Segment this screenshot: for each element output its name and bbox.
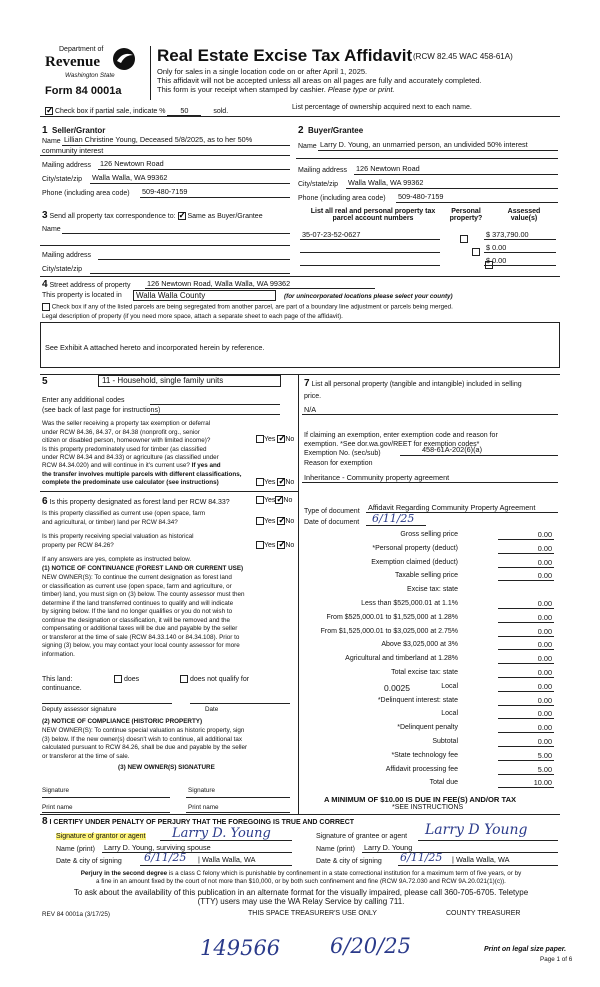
- sec3-name: Name: [42, 226, 61, 233]
- grantee-name-label: Name (print): [316, 846, 355, 853]
- forest-q: 6 Is this property designated as forest land per RCW 84.33?: [42, 496, 230, 507]
- notice-line: compensating or additional taxes will be due and payable by the seller: [42, 625, 238, 632]
- print-label-2: Print name: [188, 804, 219, 811]
- q3-no[interactable]: [275, 496, 283, 504]
- doc-type[interactable]: Affidavit Regarding Community Property Agreement: [368, 503, 536, 512]
- deputy-sig: Deputy assessor signature: [42, 706, 117, 713]
- notice-line: information.: [42, 650, 75, 658]
- tax-row-label: Total due: [429, 779, 458, 787]
- seller-address[interactable]: 126 Newtown Road: [100, 159, 164, 168]
- reason-label: Reason for exemption: [304, 460, 373, 467]
- doc-date-label: Date of document: [304, 519, 360, 526]
- exemption-no[interactable]: 458-61A-202(6)(a): [422, 445, 483, 454]
- form-number: Form 84 0001a: [45, 85, 122, 97]
- logo-revenue: Revenue: [45, 54, 100, 70]
- county-select[interactable]: Walla Walla County: [133, 290, 276, 301]
- tax-row-label: Exemption claimed (deduct): [371, 558, 458, 566]
- exemption-help: If claiming an exemption, enter exemption code and reason for exemption. *See dor.wa.gov/REET for exemption codes*: [304, 432, 498, 448]
- buyer-heading: 2 Buyer/Grantee: [298, 125, 364, 136]
- stamp-receipt-number: 149566: [200, 936, 281, 960]
- continuance-word: continuance.: [42, 685, 82, 692]
- does-not-checkbox[interactable]: [180, 675, 188, 683]
- buyer-addr-label: Mailing address: [298, 167, 348, 174]
- personal-property-checkbox[interactable]: [460, 235, 468, 243]
- tax-row-label: *Delinquent interest: state: [377, 696, 458, 704]
- assessed-value[interactable]: $ 0.00: [486, 256, 507, 265]
- notice-line: (3) below. If the new owner(s) doesn't wish to continue, all additional tax: [42, 735, 243, 743]
- tax-row-value[interactable]: 0.00: [537, 654, 552, 664]
- q2-no[interactable]: [277, 478, 285, 486]
- tax-row-value[interactable]: 0.00: [537, 640, 552, 650]
- form-title: Real Estate Excise Tax Affidavit: [157, 46, 413, 65]
- buyer-phone-label: Phone (including area code): [298, 195, 386, 202]
- legal-paper-note: Print on legal size paper.: [484, 946, 567, 953]
- current-use-yes-no: Yes ✓ No: [256, 517, 294, 525]
- q4-no[interactable]: [277, 517, 285, 525]
- street-row: 4 Street address of property: [42, 279, 131, 290]
- availability-notice: To ask about the availability of this publication in an alternate format for the visually impaired, please call 360-705-6705. Teletype (TTY) users may use the WA Relay Service by calling 711.: [73, 888, 529, 906]
- does-not-option: does not qualify for: [180, 675, 249, 683]
- additional-codes: Enter any additional codes: [42, 397, 125, 404]
- sec3-row: 3 Send all property tax correspondence to: ✓ Same as Buyer/Grantee: [42, 210, 263, 221]
- grantee-signature[interactable]: Larry D Young: [425, 822, 528, 838]
- tax-row-label: From $525,000.01 to $1,525,000 at 1.28%: [326, 613, 458, 621]
- personal-property-value[interactable]: N/A: [304, 405, 317, 414]
- notice-line: or transferor at the time of sale (RCW 84.33.140 or 84.34.108). Prior to: [42, 633, 240, 641]
- tax-row-value[interactable]: 0.00: [537, 557, 552, 567]
- logo-state: Washington State: [65, 72, 115, 79]
- assessed-value[interactable]: $ 0.00: [486, 243, 507, 252]
- same-as-buyer-checkbox[interactable]: [178, 212, 186, 220]
- deputy-date: Date: [205, 706, 219, 713]
- tax-row-value[interactable]: 0.00: [537, 599, 552, 608]
- form-rcw: (RCW 82.45 WAC 458-61A): [413, 52, 513, 61]
- tax-row-value[interactable]: 0.00: [537, 530, 552, 539]
- parcel-header: List all real and personal property tax parcel account numbers: [310, 208, 436, 222]
- q4-yes[interactable]: [256, 517, 264, 525]
- historic-q: Is this property receiving special valuation as historical property per RCW 84.26?: [42, 533, 194, 549]
- seller-name-2[interactable]: community interest: [42, 146, 104, 155]
- grantor-name[interactable]: Larry D. Young, surviving spouse: [104, 843, 211, 852]
- tax-row-value[interactable]: 5.00: [537, 764, 552, 774]
- ownership-note: List percentage of ownership acquired next to each name.: [292, 104, 472, 111]
- buyer-name-label: Name: [298, 143, 317, 150]
- tax-row-value[interactable]: 0.00: [537, 543, 552, 553]
- segregate-row: Check box if any of the listed parcels are being segregated from another parcel, are part of a boundary line adjustment or parcels being merged.: [42, 303, 453, 311]
- q3-yes[interactable]: [256, 496, 264, 504]
- tax-row-value[interactable]: 0.00: [537, 709, 552, 719]
- partial-sale-checkbox[interactable]: [45, 107, 53, 115]
- sec3-city: City/state/zip: [42, 266, 83, 273]
- seller-city-label: City/state/zip: [42, 176, 83, 183]
- tax-row-label: *State technology fee: [391, 751, 458, 759]
- seller-heading: 1 Seller/Grantor: [42, 125, 106, 136]
- seller-name[interactable]: Lillian Christine Young, Deceased 5/8/2025, as to her 50%: [64, 135, 253, 144]
- grantor-date[interactable]: 6/11/25: [144, 851, 187, 864]
- this-land: This land:: [42, 676, 73, 683]
- buyer-city-label: City/state/zip: [298, 181, 339, 188]
- timber-yes-no: Yes ✓ No: [256, 478, 294, 486]
- grantee-sig-label: Signature of grantee or agent: [316, 833, 408, 840]
- notice-line: NEW OWNER(S): To continue special valuation as historic property, sign: [42, 727, 245, 734]
- rev-number: REV 84 0001a (3/17/25): [42, 911, 110, 918]
- legal-description: See Exhibit A attached hereto and incorporated herein by reference.: [45, 343, 265, 352]
- notice-line: or classification as current use (open space, farm and agriculture, or: [42, 582, 232, 590]
- grantor-name-label: Name (print): [56, 846, 95, 853]
- min-fee: A MINIMUM OF $10.00 IS DUE IN FEE(S) AND/OR TAX: [324, 795, 517, 804]
- tax-row-value[interactable]: 0.00: [537, 668, 552, 677]
- grantee-city: | Walla Walla, WA: [452, 855, 510, 864]
- grantee-date[interactable]: 6/11/25: [400, 851, 443, 864]
- dor-swoosh-icon: [111, 47, 137, 71]
- notice-line: calculated pursuant to RCW 84.26, shall be due and payable by the seller: [42, 744, 248, 751]
- parcel-number[interactable]: 35-07-23-52-0627: [302, 230, 361, 239]
- q1-no[interactable]: [277, 435, 285, 443]
- perjury-notice: Perjury in the second degree is a class C felony which is punishable by confinement in a state correctional institution for a maximum term of five years, or by a fine in an amount fixed by the court of not more than $10,000, or by both such confinement and fine (RCW 9A.72.030 and RCW 9A.20.021(1)(c)).: [80, 870, 522, 885]
- tax-row-label: Excise tax: state: [407, 586, 458, 594]
- q5-no[interactable]: [277, 541, 285, 549]
- tax-row-label: Subtotal: [432, 738, 458, 745]
- q2-yes[interactable]: [256, 478, 264, 486]
- grantor-city: | Walla Walla, WA: [198, 855, 256, 864]
- tax-row-label: Taxable selling price: [394, 572, 458, 580]
- personal-property-checkbox[interactable]: [472, 248, 480, 256]
- notice-line: timber) land, you must sign on (3) below. The county assessor must then: [42, 591, 245, 598]
- notice-line: determine if the land transferred continues to qualify and will indicate: [42, 599, 234, 607]
- print-label-1: Print name: [42, 804, 73, 811]
- tax-row-value[interactable]: 0.00: [537, 695, 552, 705]
- exemption-question: Was the seller receiving a property tax exemption or deferral under RCW 84.36, 84.37, or 84.38 (nonprofit org., senior citizen or disabled person, homeowner with limited income)?: [42, 420, 211, 445]
- seller-phone[interactable]: 509-480-7159: [142, 187, 188, 196]
- tax-row-label: *Personal property (deduct): [372, 544, 458, 552]
- tax-row-label: Less than $525,000.01 at 1.1%: [361, 600, 458, 607]
- page-number: Page 1 of 6: [540, 956, 573, 963]
- tax-row-value[interactable]: 0.00: [537, 626, 552, 636]
- seller-phone-label: Phone (including area code): [42, 190, 130, 197]
- sec3-addr: Mailing address: [42, 252, 92, 259]
- tax-row-value[interactable]: 0.00: [537, 571, 552, 581]
- subtitle-2: This affidavit will not be accepted unless all areas on all pages are fully and accurately completed.: [157, 76, 482, 85]
- unincorp-note: (for unincorporated locations please select your county): [284, 293, 453, 300]
- notice-continuance: (1) NOTICE OF CONTINUANCE (FOREST LAND OR CURRENT USE): [42, 565, 244, 572]
- does-option: does: [114, 675, 139, 683]
- located-label: This property is located in: [42, 292, 122, 299]
- sig-label-1: Signature: [42, 787, 69, 794]
- historic-yes-no: Yes ✓ No: [256, 541, 294, 549]
- stamp-date: 6/20/25: [330, 934, 411, 958]
- tax-row-value[interactable]: 0.00: [537, 723, 552, 733]
- tax-row-label: Above $3,025,000 at 3%: [381, 641, 458, 649]
- tax-row-value[interactable]: 0.00: [537, 612, 552, 622]
- segregate-checkbox[interactable]: [42, 303, 50, 311]
- buyer-name[interactable]: Larry D. Young, an unmarried person, an undivided 50% interest: [320, 140, 528, 149]
- tax-row-label: Agricultural and timberland at 1.28%: [345, 655, 458, 663]
- buyer-address[interactable]: 126 Newtown Road: [356, 164, 420, 173]
- assessed-header: Assessed value(s): [507, 208, 541, 222]
- does-checkbox[interactable]: [114, 675, 122, 683]
- subtitle-3: This form is your receipt when stamped by cashier. Please type or print.: [157, 85, 395, 94]
- partial-percent[interactable]: 50: [167, 106, 201, 116]
- tax-row-value[interactable]: 0.00: [537, 737, 552, 746]
- tax-row-label: Gross selling price: [400, 531, 458, 538]
- tax-row-value[interactable]: 5.00: [537, 750, 552, 760]
- tax-row-value[interactable]: 0.00: [537, 681, 552, 691]
- tax-row-label: Total excise tax: state: [391, 669, 458, 676]
- grantor-signature[interactable]: Larry D. Young: [172, 826, 271, 841]
- certify-line: 8 I CERTIFY UNDER PENALTY OF PERJURY THAT THE FOREGOING IS TRUE AND CORRECT: [42, 816, 355, 827]
- legal-description-box[interactable]: [40, 322, 560, 368]
- tax-row-label: Affidavit processing fee: [385, 765, 458, 773]
- logo-dept: Department of: [59, 46, 104, 53]
- grantor-sig-label: Signature of grantor or agent: [56, 833, 146, 840]
- land-use-code[interactable]: 11 - Household, single family units: [98, 375, 281, 387]
- reason-value[interactable]: Inheritance - Community property agreement: [304, 473, 450, 482]
- county-treasurer: COUNTY TREASURER: [446, 910, 521, 917]
- any-yes: If any answers are yes, complete as instructed below.: [42, 556, 192, 563]
- compliance-text: [42, 727, 247, 761]
- exemption-yes-no: Yes ✓ No: [256, 435, 294, 443]
- grantee-date-label: Date & city of signing: [316, 858, 382, 865]
- notice-line: NEW OWNER(S): To continue the current designation as forest land: [42, 574, 232, 581]
- seller-name-label: Name: [42, 138, 61, 145]
- notice-line: or transferor at the time of sale.: [42, 752, 130, 760]
- assessed-value[interactable]: $ 373,790.00: [486, 230, 529, 239]
- notice-compliance: (2) NOTICE OF COMPLIANCE (HISTORIC PROPERTY): [42, 718, 203, 725]
- tax-row-label: Local: [441, 710, 458, 718]
- timber-question: Is this property predominately used for timber (as classified under RCW 84.34 and 84.33) or agriculture (as classified under RCW 84.34.020) and will continue in it's current use? If yes and the transfer involves multiple parcels with different classifications, complete the predominate use calculator (see instructions): [42, 446, 242, 486]
- continuance-text: [42, 574, 245, 659]
- q5-yes[interactable]: [256, 541, 264, 549]
- exemption-no-label: Exemption No. (sec/sub): [304, 450, 381, 457]
- tax-row-label: From $1,525,000.01 to $3,025,000 at 2.75%: [320, 627, 458, 635]
- grantor-date-label: Date & city of signing: [56, 858, 122, 865]
- see-back: (see back of last page for instructions): [42, 407, 161, 414]
- notice-line: by signing below. If the land no longer qualifies or you do not wish to: [42, 608, 233, 615]
- property-street[interactable]: 126 Newtown Road, Walla Walla, WA 99362: [147, 279, 291, 288]
- new-owner-sig-heading: (3) NEW OWNER(S) SIGNATURE: [118, 764, 215, 771]
- local-rate: 0.0025: [384, 683, 410, 693]
- personal-header: Personal property?: [449, 208, 483, 222]
- sig-label-2: Signature: [188, 787, 215, 794]
- treasurer-use: THIS SPACE TREASURER'S USE ONLY: [248, 910, 377, 917]
- doc-date[interactable]: 6/11/25: [372, 512, 415, 525]
- partial-sale-row: ✓ Check box if partial sale, indicate % 50 sold.: [45, 106, 228, 116]
- sec5-num: 5: [42, 376, 48, 387]
- tax-row-value[interactable]: 10.00: [533, 778, 552, 788]
- grantee-name[interactable]: Larry D. Young: [364, 843, 413, 852]
- buyer-phone[interactable]: 509-480-7159: [398, 192, 444, 201]
- notice-line: continue the designation or classification, it will be removed and the: [42, 616, 230, 624]
- buyer-city[interactable]: Walla Walla, WA 99362: [348, 178, 424, 187]
- tax-row-label: *Delinquent penalty: [397, 724, 458, 732]
- q1-yes[interactable]: [256, 435, 264, 443]
- subtitle-1: Only for sales in a single location code on or after April 1, 2025.: [157, 67, 368, 76]
- tax-row-label: Local: [441, 682, 458, 690]
- current-use-q: Is this property classified as current use (open space, farm and agricultural, or timber) land per RCW 84.34?: [42, 510, 206, 526]
- see-instructions: *SEE INSTRUCTIONS: [392, 804, 464, 811]
- doc-type-label: Type of document: [304, 508, 360, 515]
- seller-addr-label: Mailing address: [42, 162, 92, 169]
- personal-property-label: 7 List all personal property (tangible and intangible) included in selling price.: [304, 378, 522, 400]
- forest-yes-no: Yes✓ No: [256, 496, 292, 504]
- legal-label: Legal description of property (if you need more space, attach a separate sheet to each page of the affidavit).: [42, 313, 343, 320]
- seller-city[interactable]: Walla Walla, WA 99362: [92, 173, 168, 182]
- notice-line: signing (3) below, you may contact your local county assessor for more: [42, 642, 240, 649]
